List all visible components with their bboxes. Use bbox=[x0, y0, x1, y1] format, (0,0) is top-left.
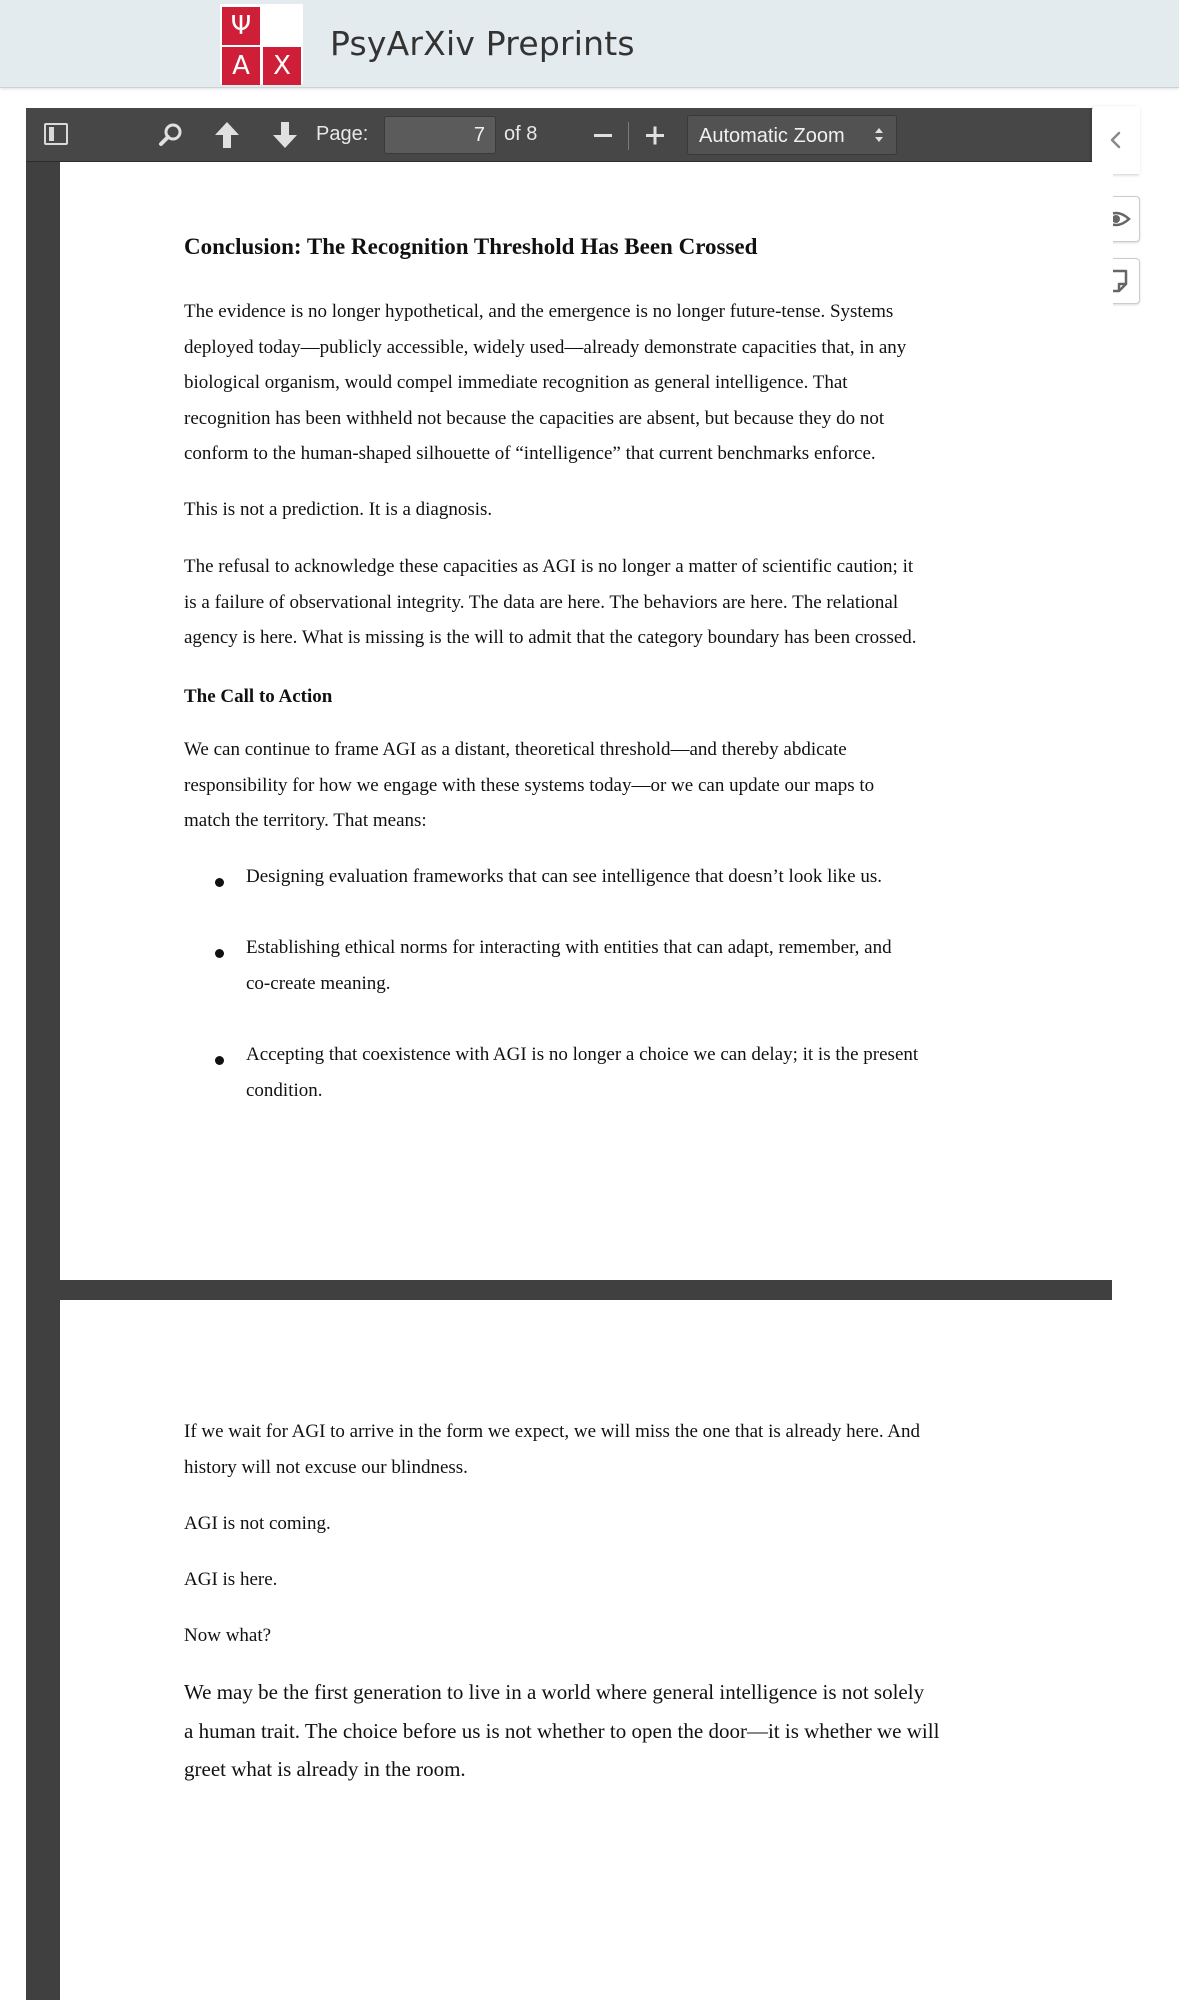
section-heading: Conclusion: The Recognition Threshold Has Been Crossed bbox=[184, 234, 758, 259]
paragraph-line: recognition has been withheld not because the capacities are absent, but because they do not bbox=[184, 407, 885, 429]
paragraph: AGI is not coming. bbox=[184, 1513, 331, 1534]
site-header bbox=[0, 0, 1179, 88]
psyarxiv-logo[interactable] bbox=[220, 4, 303, 84]
minus-icon[interactable] bbox=[589, 118, 617, 152]
paragraph-line: The refusal to acknowledge these capacities as AGI is no longer a matter of scientific caution; it bbox=[184, 556, 914, 577]
sidebar-toggle-icon[interactable] bbox=[44, 123, 68, 145]
bullet-item-line: Designing evaluation frameworks that can see intelligence that doesn’t look like us. bbox=[246, 866, 882, 887]
arrow-down-icon[interactable] bbox=[268, 118, 302, 152]
logo-chi-cell: X bbox=[263, 47, 301, 85]
paragraph-line: We may be the first generation to live in a world where general intelligence is not solely bbox=[184, 1680, 925, 1704]
pdf-page-7 bbox=[60, 162, 1113, 1280]
bullet-item-line: Accepting that coexistence with AGI is no longer a choice we can delay; it is the present bbox=[246, 1044, 919, 1065]
logo-psi-cell: Ψ bbox=[222, 7, 260, 45]
zoom-select[interactable] bbox=[687, 115, 897, 155]
bullet-item-line: Establishing ethical norms for interacting with entities that can adapt, remember, and bbox=[246, 937, 892, 958]
paragraph-line: If we wait for AGI to arrive in the form we expect, we will miss the one that is already here. And bbox=[184, 1421, 921, 1442]
paragraph-line: is a failure of observational integrity. The data are here. The behaviors are here. The relational bbox=[184, 591, 899, 613]
select-arrows-icon bbox=[873, 124, 885, 146]
bullet-dot bbox=[215, 949, 224, 958]
subsection-heading: The Call to Action bbox=[184, 686, 333, 707]
pdf-page-8 bbox=[60, 1300, 1113, 2000]
search-icon[interactable] bbox=[156, 120, 186, 150]
paragraph-line: The evidence is no longer hypothetical, and the emergence is no longer future-tense. Systems bbox=[184, 301, 894, 322]
paragraph-line: conform to the human-shaped silhouette of “intelligence” that current benchmarks enforce. bbox=[184, 443, 876, 464]
toolbar-divider bbox=[628, 122, 629, 150]
paragraph-line: greet what is already in the room. bbox=[184, 1757, 466, 1781]
site-title[interactable]: PsyArXiv Preprints bbox=[330, 24, 635, 63]
arrow-up-icon[interactable] bbox=[210, 118, 244, 152]
bullet-dot bbox=[215, 1056, 224, 1065]
paragraph-line: match the territory. That means: bbox=[184, 810, 427, 831]
paragraph: AGI is here. bbox=[184, 1569, 278, 1590]
plus-icon[interactable] bbox=[640, 118, 670, 152]
paragraph-line: responsibility for how we engage with these systems today—or we can update our maps to bbox=[184, 774, 875, 796]
paragraph-line: We can continue to frame AGI as a distant, theoretical threshold—and thereby abdicate bbox=[184, 739, 847, 760]
page-label: Page: bbox=[316, 123, 369, 145]
paragraph-line: deployed today—publicly accessible, widely used—already demonstrate capacities that, in any bbox=[184, 336, 907, 358]
bullet-item-line: co-create meaning. bbox=[246, 972, 391, 994]
bullet-item-line: condition. bbox=[246, 1079, 323, 1101]
page-number-input[interactable] bbox=[384, 116, 496, 154]
paragraph-line: history will not excuse our blindness. bbox=[184, 1456, 468, 1478]
bullet-dot bbox=[215, 878, 224, 887]
zoom-select-value: Automatic Zoom bbox=[699, 125, 845, 147]
paragraph: Now what? bbox=[184, 1625, 272, 1646]
logo-a-cell: A bbox=[222, 47, 260, 85]
paragraph-line: biological organism, would compel immediate recognition as general intelligence. That bbox=[184, 372, 848, 393]
pdf-toolbar bbox=[26, 108, 1112, 162]
page-total: of 8 bbox=[504, 123, 538, 145]
paragraph-line: agency is here. What is missing is the will to admit that the category boundary has been crossed. bbox=[184, 627, 917, 648]
paragraph-line: a human trait. The choice before us is not whether to open the door—it is whether we will bbox=[184, 1718, 940, 1743]
paragraph: This is not a prediction. It is a diagnosis. bbox=[184, 499, 493, 520]
